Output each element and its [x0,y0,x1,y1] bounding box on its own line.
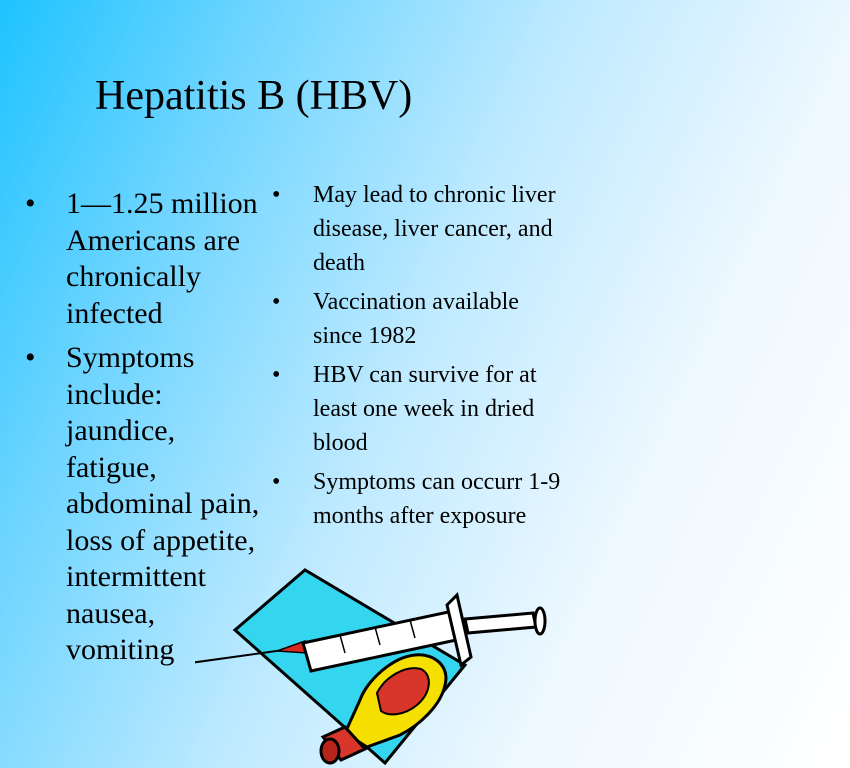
list-item [25,186,270,332]
bullet-icon: • [25,187,36,220]
bullet-text: Vaccination available since 1982 [313,289,519,349]
bullet-icon: • [272,182,281,208]
right-bullet-list [272,178,572,538]
syringe-and-vial-icon [195,565,555,765]
slide-title: Hepatitis B (HBV) [95,73,413,119]
list-item [272,465,572,533]
list-item [272,285,572,353]
syringe-plunger [465,613,536,633]
list-item [272,178,572,280]
plunger-cap [535,608,545,634]
bullet-icon: • [272,469,281,495]
bullet-text: Symptoms can occurr 1-9 months after exposure [313,469,561,529]
bullet-icon: • [272,362,281,388]
bullet-icon: • [272,289,281,315]
bullet-text: 1—1.25 million Americans are chronically infected [66,187,258,330]
bullet-icon: • [25,341,36,374]
bullet-text: May lead to chronic liver disease, liver cancer, and death [313,182,556,276]
bullet-text: Symptoms include: jaundice, fatigue, abdominal pain, loss of appetite, intermittent nausea, vomiting [66,341,260,666]
bullet-text: HBV can survive for at least one week in dried blood [313,362,537,456]
list-item [272,358,572,460]
